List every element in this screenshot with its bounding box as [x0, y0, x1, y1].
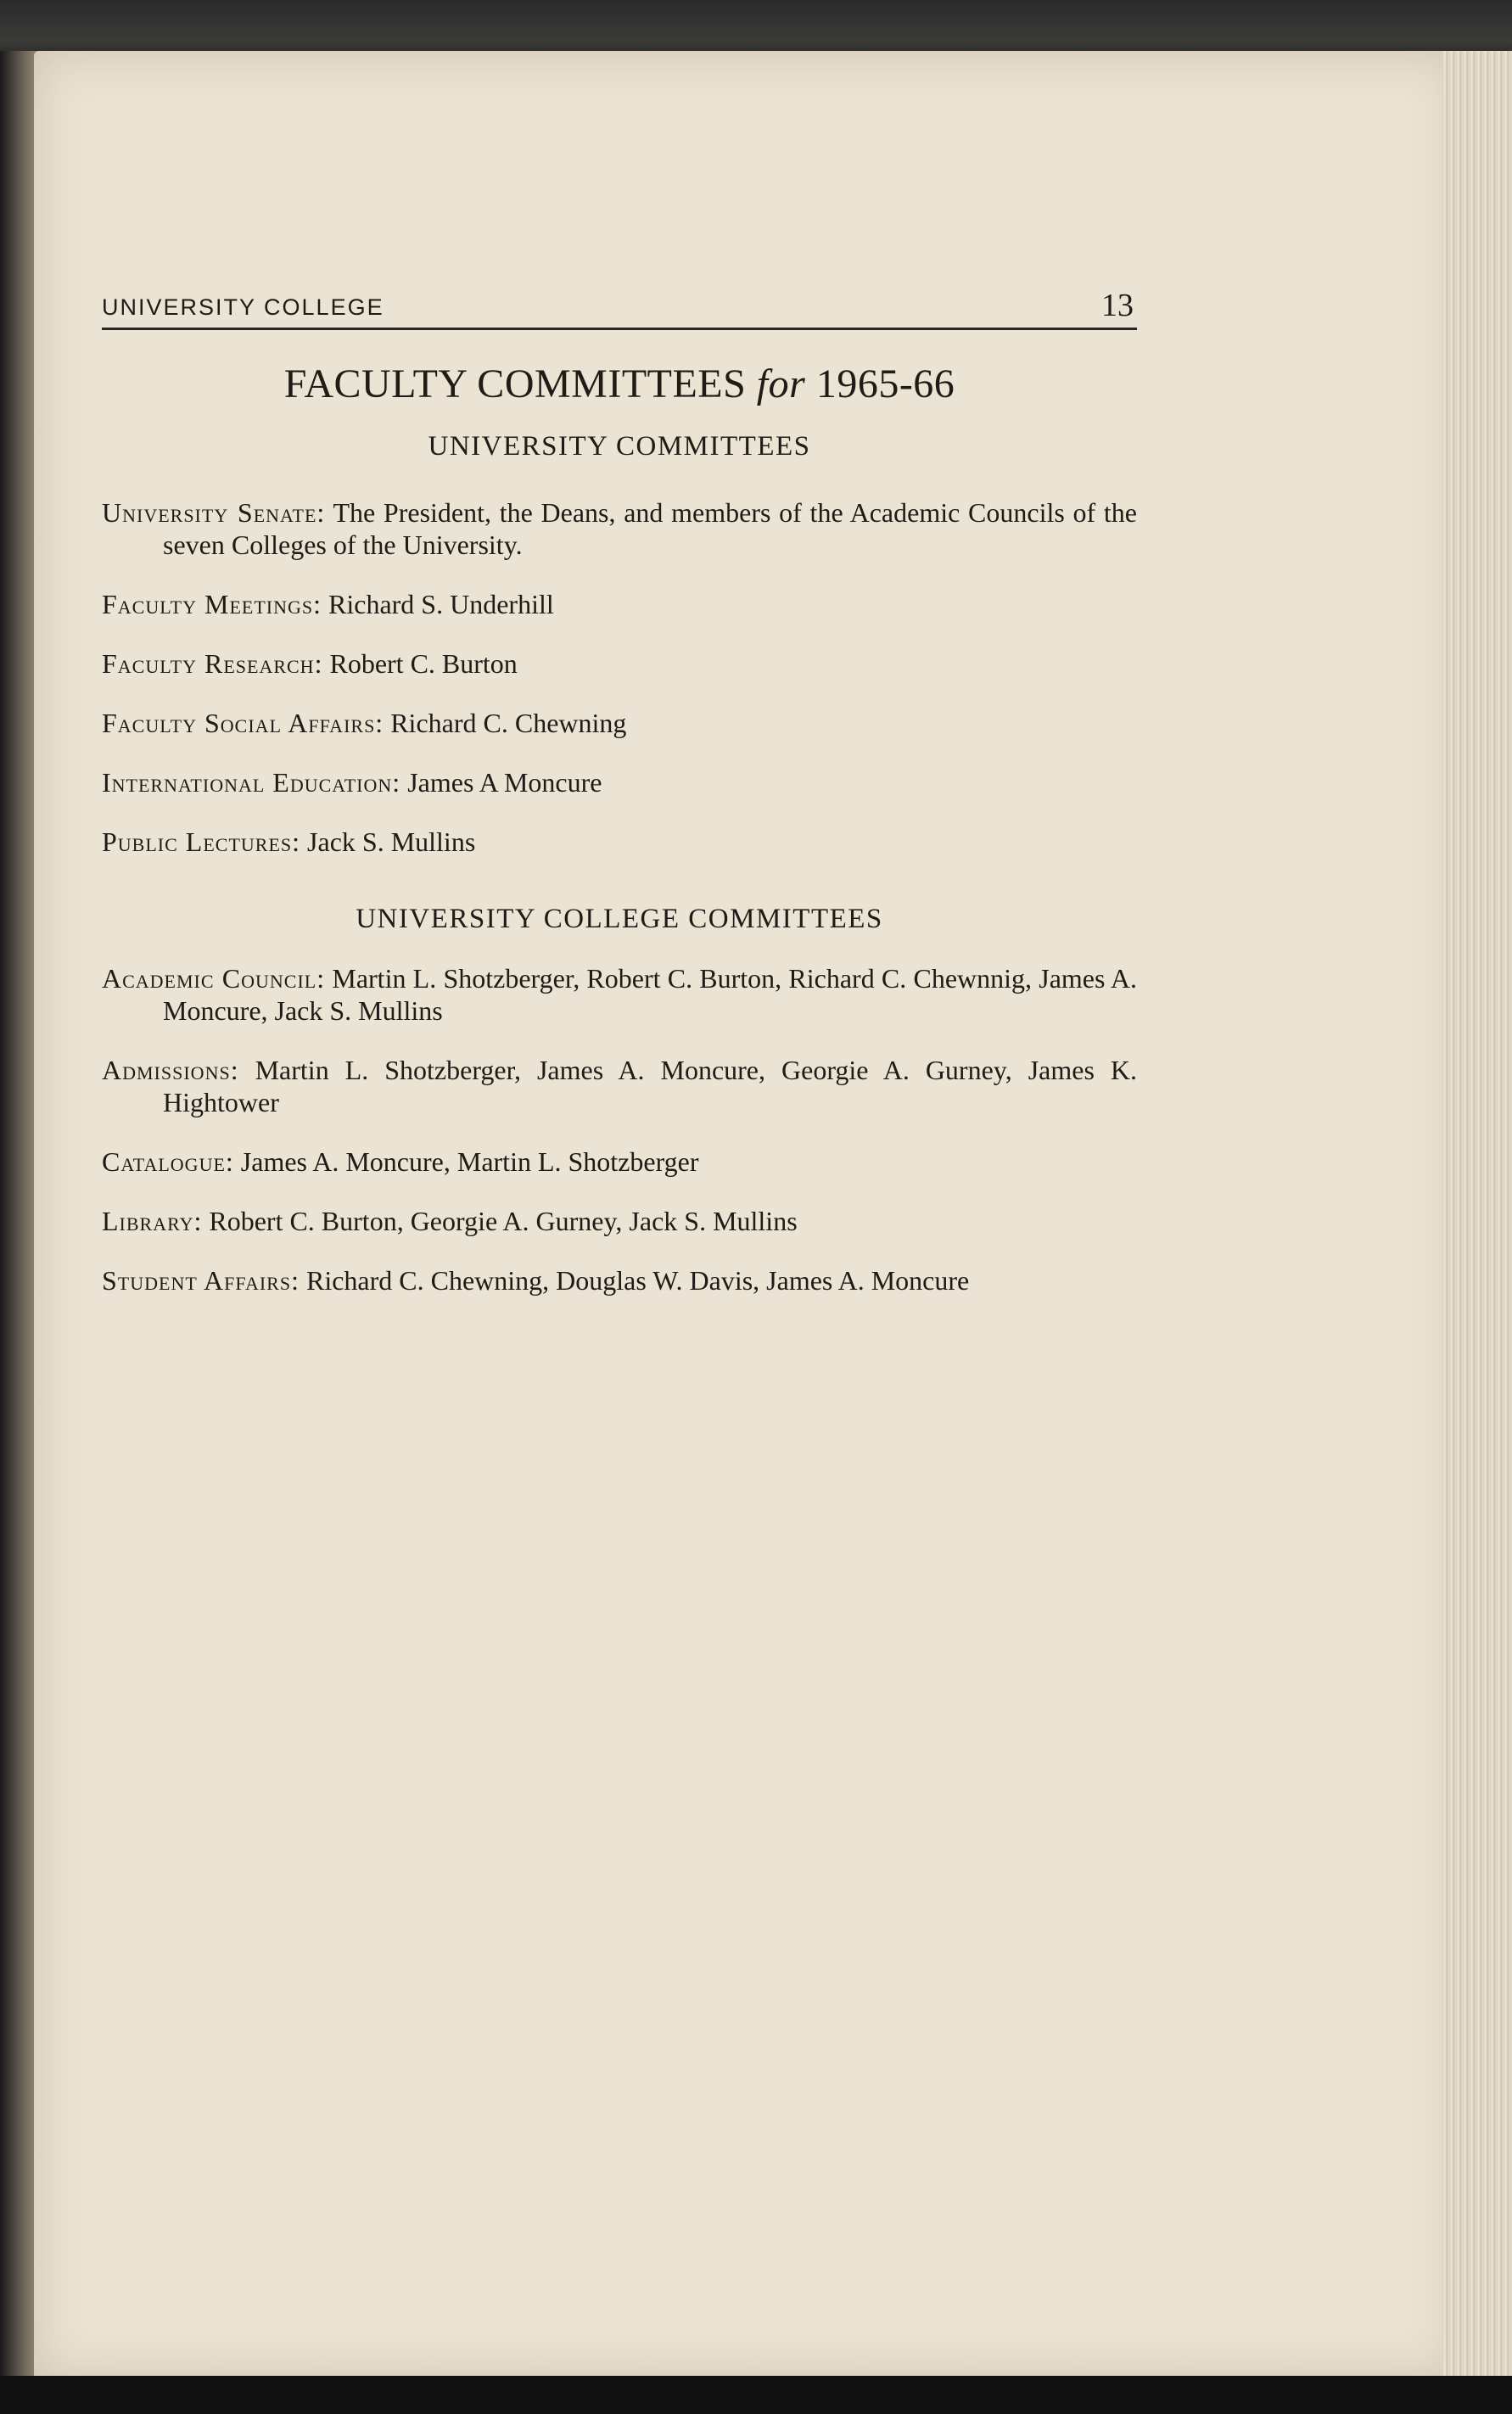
committee-name: Academic Council:: [102, 963, 326, 994]
section-heading-university-college: UNIVERSITY COLLEGE COMMITTEES: [356, 904, 883, 934]
page-edges: [1442, 51, 1512, 2380]
committee-entry: [102, 1145, 1137, 1178]
committee-entry: [102, 1264, 1137, 1297]
running-head: [102, 280, 1137, 330]
binding-bottom: [0, 2376, 1512, 2414]
page-content: [102, 280, 1137, 1324]
committee-entry: [102, 496, 1137, 561]
page-number: 13: [1101, 288, 1134, 323]
page-title-connector: for: [756, 361, 806, 406]
committee-members: The President, the Deans, and members of the Academic Councils of the seven Colleges of the University.: [163, 497, 1138, 560]
committee-members: Martin L. Shotzberger, Robert C. Burton, Richard C. Chewnnig, James A. Moncure, Jack S. Mullins: [163, 963, 1138, 1026]
section-heading-university: UNIVERSITY COMMITTEES: [428, 431, 811, 462]
committee-members: Martin L. Shotzberger, James A. Moncure, Georgie A. Gurney, James K. Hightower: [163, 1055, 1138, 1117]
committee-name: Faculty Research:: [102, 648, 323, 679]
committee-entry: [102, 647, 1137, 680]
committee-name: Student Affairs:: [102, 1265, 300, 1296]
committee-entry: [102, 1054, 1137, 1118]
university-committees-list: [102, 496, 1137, 858]
running-head-title: UNIVERSITY COLLEGE: [102, 294, 384, 320]
committee-members: Richard S. Underhill: [328, 589, 554, 619]
committee-members: Robert C. Burton: [329, 648, 518, 679]
committee-entry: [102, 707, 1137, 739]
committee-name: Faculty Social Affairs:: [102, 708, 384, 738]
committee-entry: [102, 1205, 1137, 1237]
committee-entry: [102, 826, 1137, 858]
committee-name: International Education:: [102, 767, 401, 798]
committee-members: Richard C. Chewning: [390, 708, 627, 738]
committee-members: James A. Moncure, Martin L. Shotzberger: [240, 1146, 699, 1177]
committee-members: Richard C. Chewning, Douglas W. Davis, James A. Moncure: [305, 1265, 970, 1296]
committee-members: Jack S. Mullins: [307, 826, 476, 857]
page-title-main: FACULTY COMMITTEES: [283, 361, 747, 406]
committee-name: Library:: [102, 1206, 203, 1236]
committee-name: Catalogue:: [102, 1146, 234, 1177]
page-title-year: 1965-66: [815, 361, 955, 406]
committee-entry: [102, 766, 1137, 798]
committee-name: Faculty Meetings:: [102, 589, 322, 619]
page-title: [102, 361, 1137, 407]
committee-members: Robert C. Burton, Georgie A. Gurney, Jack S. Mullins: [209, 1206, 798, 1236]
committee-entry: [102, 588, 1137, 620]
committee-members: James A Moncure: [407, 767, 602, 798]
committee-entry: [102, 962, 1137, 1027]
university-college-committees-list: [102, 962, 1137, 1297]
committee-name: University Senate:: [102, 497, 326, 528]
committee-name: Public Lectures:: [102, 826, 301, 857]
committee-name: Admissions:: [102, 1055, 239, 1085]
